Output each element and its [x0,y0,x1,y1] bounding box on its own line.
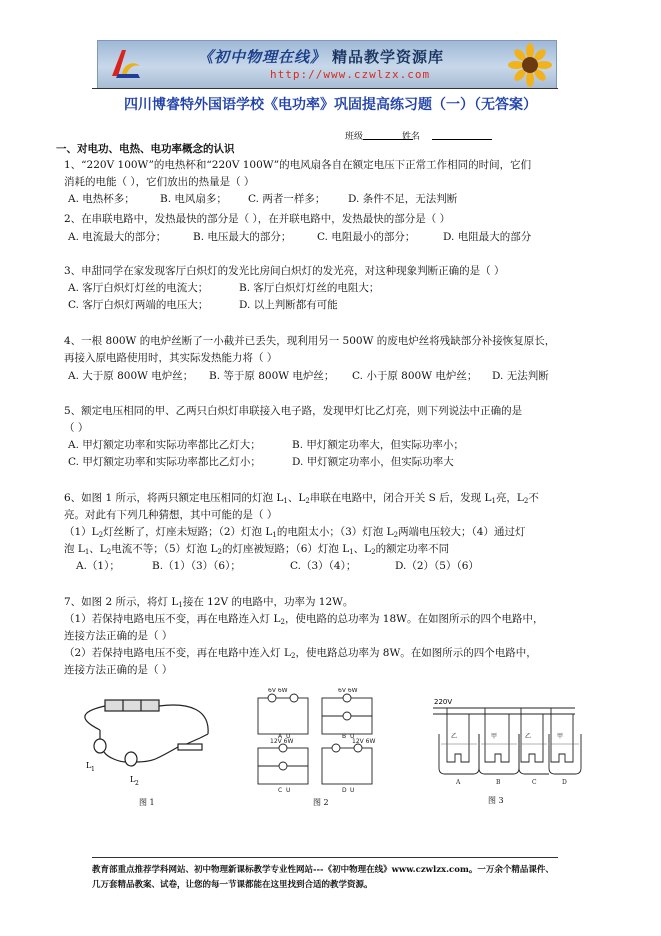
class-field: 班级 [345,129,413,142]
q6-line3: $(1)L_2$灯丝断了，灯座未短路；（2）灯泡 $L_1$的电阻太小；（3）灯泡 $L_2$两端电压较大；（4）通过灯 [64,526,526,539]
fig2-a-label: A [278,733,283,740]
logo-icon [108,46,144,82]
q1-option-c: C. 两者一样多； [248,193,326,205]
q2-option-b: B. 电压最大的部分； [193,231,292,243]
q1-option-a: A. 电热杯多； [68,193,135,205]
fig3-d-jia: 甲 [557,733,564,740]
q5-option-b: B. 甲灯额定功率大，但实际功率小； [292,439,464,451]
q2-option-d: D. 电阻最大的部分 [443,231,532,243]
fig2-c-u: U [286,787,291,794]
name-field: 姓名 [402,129,492,142]
fig2-b-u: U [350,733,355,740]
fig2-b-label: B [342,733,347,740]
figure-1-circuit [60,690,220,790]
banner-title: 《初中物理在线》 精品教学资源库 [198,48,445,66]
q1-line1: 1、“220V 100W”的电热杯和“220V 100W”的电风扇各自在额定电压下正常工作相同的时间，它们 [64,159,532,171]
q4-option-a: A. 大于原 800W 电炉丝； [68,370,194,382]
fig2-a-u: U [286,733,291,740]
fig1-lamp2-label: L [130,775,136,784]
q1-line2: 消耗的电能（ ），它们放出的热量是（ ） [64,176,255,188]
fig3-c-yi: 乙 [525,733,532,740]
header-banner [97,40,557,89]
fig2-d-u: U [350,787,355,794]
fig1-lamp2-icon [125,752,137,766]
q4-line1: 4、一根 800W 的电炉丝断了一小截并已丢失，现利用另一 500W 的废电炉丝将残缺部分补接恢复原长， [64,335,556,347]
fig2-a-rating: 6V 6W [268,688,288,694]
q7-line3: 连接方法正确的是（ ） [64,630,173,642]
q2-option-c: C. 电阻最小的部分； [317,231,416,243]
figure-3-label: 图 3 [488,796,504,805]
q6-option-c: C.（3）（4）； [290,560,357,572]
q3-option-a: A. 客厅白炽灯灯丝的电流大； [68,282,209,294]
footer-rule [92,857,558,858]
fig3-voltage: 220V [434,698,453,706]
fig3-a-label: A [456,779,461,786]
q4-option-b: B. 等于原 800W 电炉丝； [209,370,335,382]
figure-2-circuits [252,688,382,796]
fig2-c-rating: 12V 6W [270,738,294,745]
figure-2-label: 图 2 [313,798,329,807]
q4-line2: 再接入原电路使用时，其实际发热能力将（ ） [64,352,278,364]
q3-option-d: D. 以上判断都有可能 [239,299,338,311]
q3-option-b: B. 客厅白炽灯灯丝的电阻大； [239,282,380,294]
q6-option-a: A.（1）； [76,560,120,572]
q5-option-a: A. 甲灯额定功率和实际功率都比乙灯大； [68,439,261,451]
figure-3-heaters [425,692,590,792]
fig3-c-label: C [532,779,537,786]
fig1-lamp2-sub: 2 [135,780,139,787]
fig3-d-label: D [562,779,567,786]
q6-option-b: B.（1）（3）（6）； [152,560,241,572]
q1-option-b: B. 电风扇多； [160,193,227,205]
q5-option-d: D. 甲灯额定功率小，但实际功率大 [292,456,454,468]
q6-line1: 6、如图 1 所示，将两只额定电压相同的灯泡 $L_1$、$L_2$串联在电路中，闭合开关 S 后，发现 $L_1$亮，$L_2$不 [64,492,539,505]
fig1-lamp1-sub: 1 [91,766,95,773]
q7-line1: 7、如图 2 所示，将灯 $L_1$接在 12V 的电路中，功率为 12W。 [64,596,354,609]
fig2-c-label: C [278,787,283,794]
banner-url: http://www.czwlzx.com [270,68,431,81]
q3-option-c: C. 客厅白炽灯两端的电压大； [68,299,209,311]
fig2-d-label: D [342,787,347,794]
fig3-b-jia: 甲 [491,733,498,740]
fig3-b-label: B [496,779,501,786]
fig2-b-rating: 6V 6W [338,688,358,694]
q2-option-a: A. 电流最大的部分； [68,231,167,243]
q6-line4: 泡 $L_1$、$L_2$电流不等；（5）灯泡 $L_2$的灯座被短路；（6）灯泡 $L_1$、$L_2$的额定功率不同 [64,543,450,556]
fig1-lamp1-label: L [86,761,92,770]
fig1-lamp1-icon [94,739,106,753]
q6-line2: 亮。对此有下列几种猜想，其中可能的是（ ） [64,509,278,521]
q5-option-c: C. 甲灯额定功率和实际功率都比乙灯小； [68,456,261,468]
figure-1-label: 图 1 [139,798,155,807]
q1-option-d: D. 条件不足，无法判断 [348,193,458,205]
fig3-a-yi: 乙 [451,733,458,740]
page-title: 四川博睿特外国语学校《电功率》巩固提高练习题（一）（无答案） [124,97,537,113]
q7-line5: 连接方法正确的是（ ） [64,664,173,676]
sunflower-icon [508,43,552,87]
q4-option-c: C. 小于原 800W 电炉丝； [352,370,478,382]
q3-line1: 3、申甜同学在家发现客厅白炽灯的发光比房间白炽灯的发光亮，对这种现象判断正确的是（ ） [64,265,505,277]
section-heading: 一、对电功、电热、电功率概念的认识 [56,143,235,155]
q4-option-d: D. 无法判断 [492,370,549,382]
q7-line2: （1）若保持电路电压不变，再在电路连入灯 $L_2$，使电路的总功率为 18W。在如图所示的四个电路中， [64,613,544,626]
q5-line2: （ ） [64,422,89,434]
footer-line1: 教育部重点推荐学科网站、初中物理新课标教学专业性网站---《初中物理在线》www.czwlzx.com。一万余个精品课件、 [92,865,554,875]
fig2-d-rating: 12V 6W [352,738,376,745]
q6-option-d: D.（2）（5）（6） [395,560,479,572]
q5-line1: 5、额定电压相同的甲、乙两只白炽灯串联接入电子路，发现甲灯比乙灯亮，则下列说法中正确的是 [64,405,523,417]
q2-line1: 2、在串联电路中，发热最快的部分是（ ），在并联电路中，发热最快的部分是（ ） [64,213,451,225]
footer-line2: 几万套精品教案、试卷，让您的每一节课都能在这里找到合适的教学资源。 [92,880,373,890]
q7-line4: （2）若保持电路电压不变，再在电路中连入灯 $L_2$，使电路总功率为 8W。在如图所示的四个电路中， [64,647,537,660]
header-rule [92,88,558,89]
